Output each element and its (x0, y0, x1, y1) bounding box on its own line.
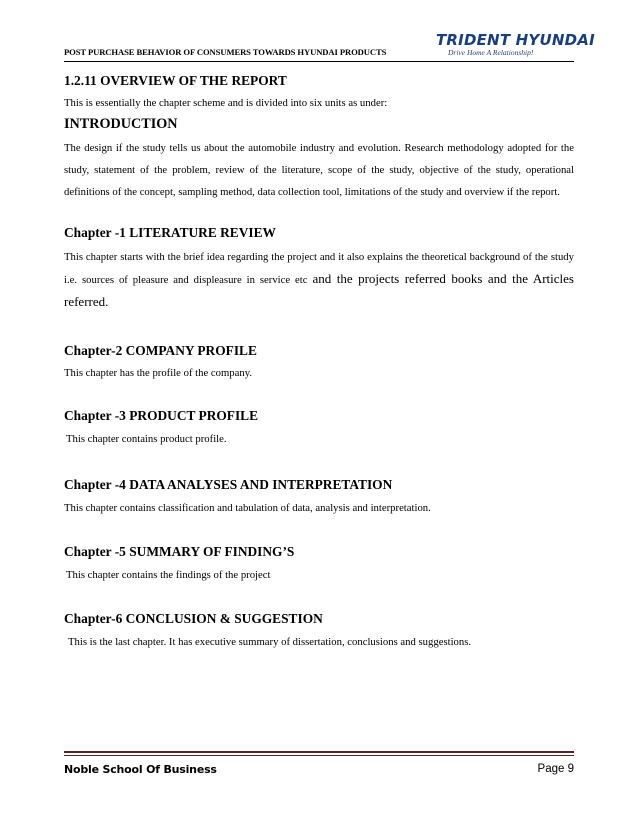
chapter-heading: Chapter-6 CONCLUSION & SUGGESTION (64, 611, 323, 626)
logo-name: TRIDENT HYUNDAI (436, 31, 595, 49)
chapter-heading: Chapter -4 DATA ANALYSES AND INTERPRETATION (64, 477, 393, 492)
footer-rule-thick (64, 751, 574, 753)
page-number: Page 9 (537, 763, 574, 775)
chapter-text (64, 246, 574, 314)
header-title: POST PURCHASE BEHAVIOR OF CONSUMERS TOWARDS HYUNDAI PRODUCTS (64, 47, 387, 57)
section-intro: This is essentially the chapter scheme and is divided into six units as under: (64, 97, 388, 109)
footer-rule-thin (64, 755, 574, 756)
chapter-text: This is the last chapter. It has executive summary of dissertation, conclusions and suggestions. (68, 636, 472, 648)
chapter-text: This chapter contains classification and tabulation of data, analysis and interpretation. (64, 502, 431, 514)
page-header (64, 26, 595, 66)
introduction-text: The design if the study tells us about the automobile industry and evolution. Research methodology adopted for the study, statement of the problem, review of the literature, scope of the study, objective of the study, operational definitions of the concept, sampling method, data collection tool, limitations of the study and overview if the report. (64, 142, 574, 198)
footer-school: Noble School Of Business (64, 763, 217, 776)
chapter-text-end: and the projects referred books and the Articles referred. (64, 271, 574, 309)
chapter-heading: Chapter -5 SUMMARY OF FINDING’S (64, 544, 295, 559)
trident-hyundai-logo (436, 31, 595, 60)
chapter-text-start: This chapter starts with the brief idea regarding the project and it also explains the theoretical background of the study i.e. sources of pleasure and displeasure in service etc (64, 251, 574, 286)
chapter-text: This chapter has the profile of the company. (64, 367, 253, 379)
chapter-text: This chapter contains product profile. (66, 433, 227, 445)
chapter-heading: Chapter -1 LITERATURE REVIEW (64, 225, 276, 240)
chapter-text: This chapter contains the findings of the project (66, 569, 271, 581)
section-heading: 1.2.11 OVERVIEW OF THE REPORT (64, 73, 287, 88)
header-rule (64, 61, 574, 62)
chapter-heading: Chapter -3 PRODUCT PROFILE (64, 408, 259, 423)
introduction-heading: INTRODUCTION (64, 116, 178, 132)
logo-tagline: Drive Home A Relationship! (448, 48, 534, 57)
page-content (64, 72, 574, 651)
chapter-heading: Chapter-2 COMPANY PROFILE (64, 343, 257, 358)
